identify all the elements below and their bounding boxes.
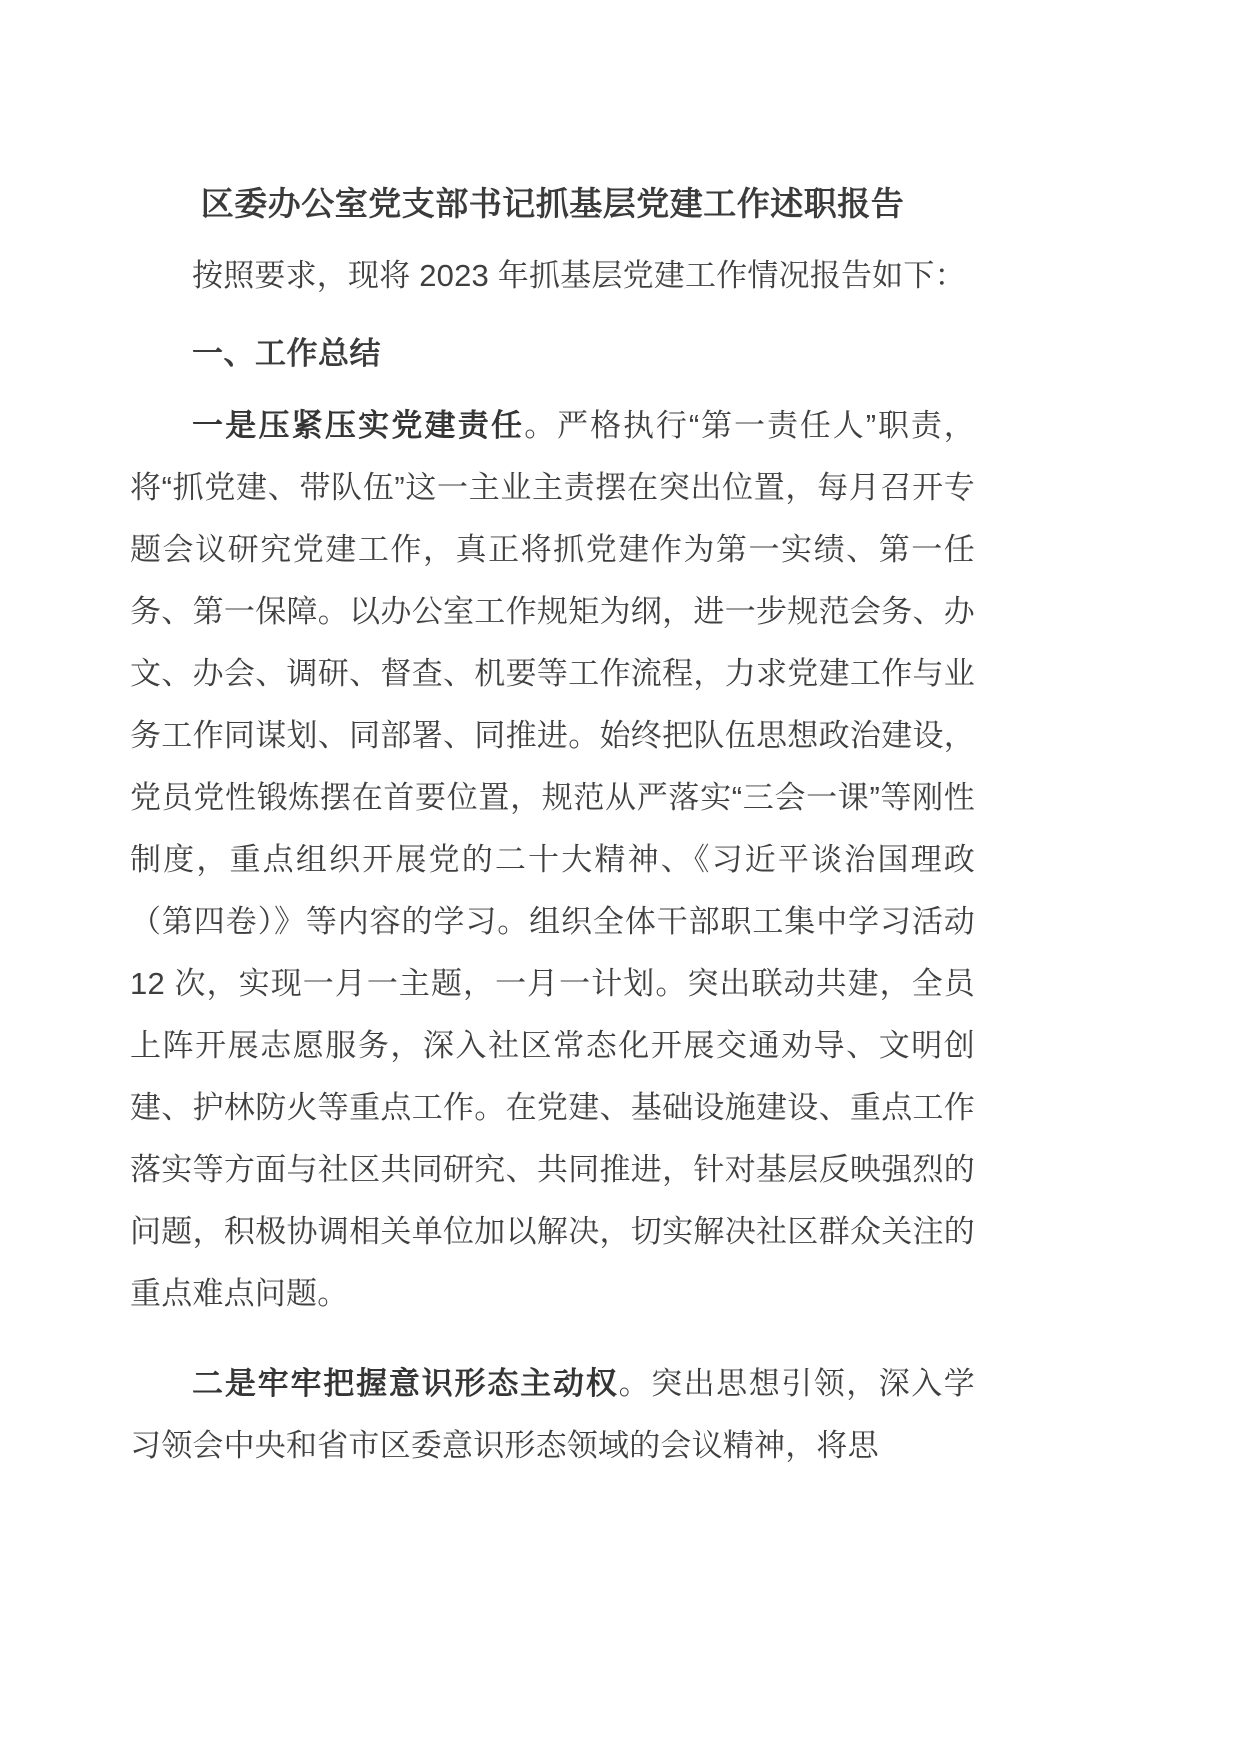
- paragraph-item-one-body: 。严格执行“第一责任人”职责，将“抓党建、带队伍”这一主业主责摆在突出位置，每月召开专题会议研究党建工作，真正将抓党建作为第一实绩、第一任务、第一保障。以办公室工作规矩为纲，进一步规范会务、办文、办会、调研、督查、机要等工作流程，力求党建工作与业务工作同谋划、同部署、同推进。始终把队伍思想政治建设，党员党性锻炼摆在首要位置，规范从严落实“三会一课”等刚性制度，重点组织开展党的二十大精神、《习近平谈治国理政（第四卷）》等内容的学习。组织全体干部职工集中学习活动 12 次，实现一月一主题，一月一计划。突出联动共建，全员上阵开展志愿服务，深入社区常态化开展交通劝导、文明创建、护林防火等重点工作。在党建、基础设施建设、重点工作落实等方面与社区共同研究、共同推进，针对基层反映强烈的问题，积极协调相关单位加以解决，切实解决社区群众关注的重点难点问题。: [130, 407, 975, 1311]
- page-title: 区委办公室党支部书记抓基层党建工作述职报告: [200, 185, 905, 222]
- paragraph-item-two-body: 。突出思想引领，深入学习领会中央和省市区委意识形态领域的会议精神，将思: [130, 1365, 975, 1463]
- paragraph-item-two-lead: 二是牢牢把握意识形态主动权: [192, 1365, 619, 1401]
- intro-paragraph: 按照要求，现将 2023 年抓基层党建工作情况报告如下：: [192, 257, 966, 293]
- paragraph-item-one-lead: 一是压紧压实党建责任: [192, 407, 525, 443]
- spacer: [130, 1331, 975, 1353]
- paragraph-item-one: [130, 395, 975, 1325]
- paragraph-item-two: [130, 1353, 975, 1477]
- document-body: [130, 140, 975, 1483]
- section-heading-work-summary: 一、工作总结: [192, 335, 381, 371]
- spacer: [130, 313, 975, 323]
- spacer: [130, 385, 975, 395]
